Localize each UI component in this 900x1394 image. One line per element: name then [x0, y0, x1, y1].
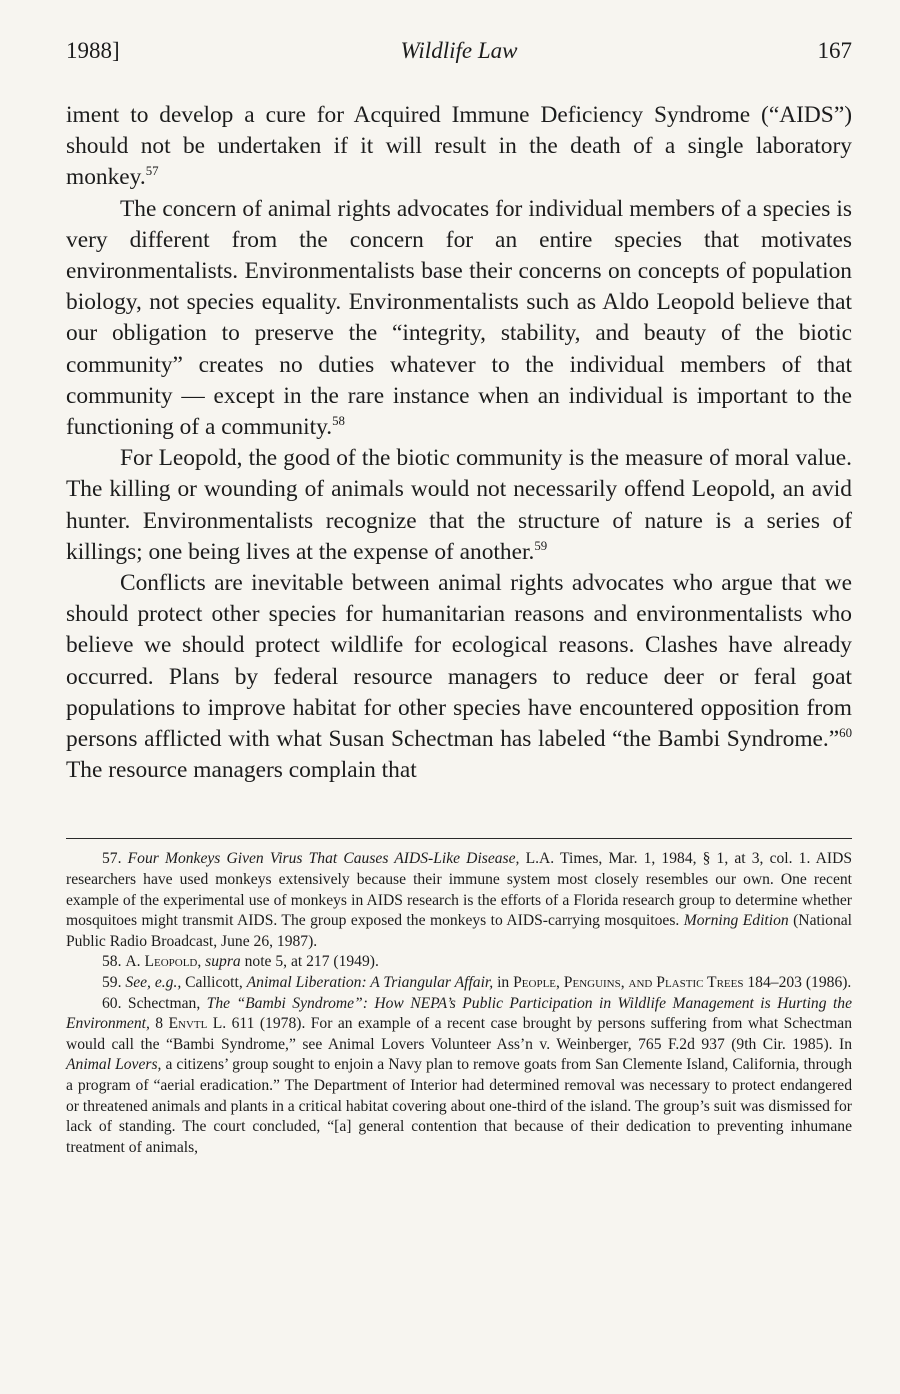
footnote-58: 58. A. Leopold, supra note 5, at 217 (1949).	[102, 953, 379, 971]
footnote-ref-59: 59	[534, 539, 548, 554]
footnote-ref-57: 57	[145, 164, 159, 179]
running-head	[66, 38, 852, 72]
header-journal-title: Wildlife Law	[400, 38, 518, 63]
paragraph-3: For Leopold, the good of the biotic community is the measure of moral value. The killing or wounding of animals would not necessarily offend Leopold, an avid hunter. Environmentalists recognize that the structure of nature is a series of killings; one being lives at the expense of another.$^{59}$	[66, 445, 852, 565]
footnote-ref-60: 60	[839, 726, 852, 741]
footnote-57: 57. Four Monkeys Given Virus That Causes AIDS-Like Disease, L.A. Times, Mar. 1, 1984, § 1, at 3, col. 1. AIDS researchers have used monkeys extensively because their immune system most closely resembles our own. One recent example of the experimental use of monkeys in AIDS research is the efforts of a Florida research group to determine whether mosquitoes might transmit AIDS. The group exposed the monkeys to AIDS-carrying mosquitoes. Morning Edition (National Public Radio Broadcast, June 26, 1987).	[66, 850, 853, 950]
header-page-number: 167	[817, 38, 852, 63]
footnote-59: 59. See, e.g., Callicott, Animal Liberation: A Triangular Affair, in People, Penguins, and Plastic Trees 184–203 (1986).	[102, 974, 852, 992]
page	[66, 38, 852, 1158]
footnote-60: 60. Schectman, The “Bambi Syndrome”: How NEPA’s Public Participation in Wildlife Management is Hurting the Environment, 8 Envtl L. 611 (1978). For an example of a recent case brought by persons suffering from what Schectman would call the “Bambi Syndrome,” see Animal Lovers Volunteer Ass’n v. Weinberger, 765 F.2d 937 (9th Cir. 1985). In Animal Lovers, a citizens’ group sought to enjoin a Navy plan to remove goats from San Clemente Island, California, through a program of “aerial eradication.” The Department of Interior had determined removal was necessary to protect endangered or threatened animals and plants in a critical habitat covering about one-third of the island. The group’s suit was dismissed for lack of standing. The court concluded, “[a] general contention that because of their dedication to preventing inhumane treatment of animals,	[66, 994, 852, 1156]
paragraph-4: Conflicts are inevitable between animal rights advocates who argue that we should protect other species for humanitarian reasons and environmentalists who believe we should protect wildlife for ecological reasons. Clashes have already occurred. Plans by federal resource managers to reduce deer or feral goat populations to improve habitat for other species have encountered opposition from persons afflicted with what Susan Schectman has labeled “the Bambi Syndrome.”$^{60}$ The resource managers complain that	[66, 570, 852, 784]
footnote-ref-58: 58	[332, 414, 345, 429]
paragraph-2: The concern of animal rights advocates for individual members of a species is very different from the concern for an entire species that motivates environmentalists. Environmentalists base their concerns on concepts of population biology, not species equality. Environmentalists such as Aldo Leopold believe that our obligation to preserve the “integrity, stability, and beauty of the biotic community” creates no duties whatever to the individual members of that community — except in the rare instance when an individual is important to the functioning of a community.$^{58}$	[66, 195, 852, 441]
header-year: 1988]	[66, 38, 120, 63]
body-text	[66, 100, 852, 786]
footnotes	[66, 849, 852, 1158]
paragraph-1: iment to develop a cure for Acquired Immune Deficiency Syndrome (“AIDS”) should not be undertaken if it will result in the death of a single laboratory monkey.$^{57}$	[66, 102, 852, 191]
footnote-divider	[66, 838, 852, 839]
